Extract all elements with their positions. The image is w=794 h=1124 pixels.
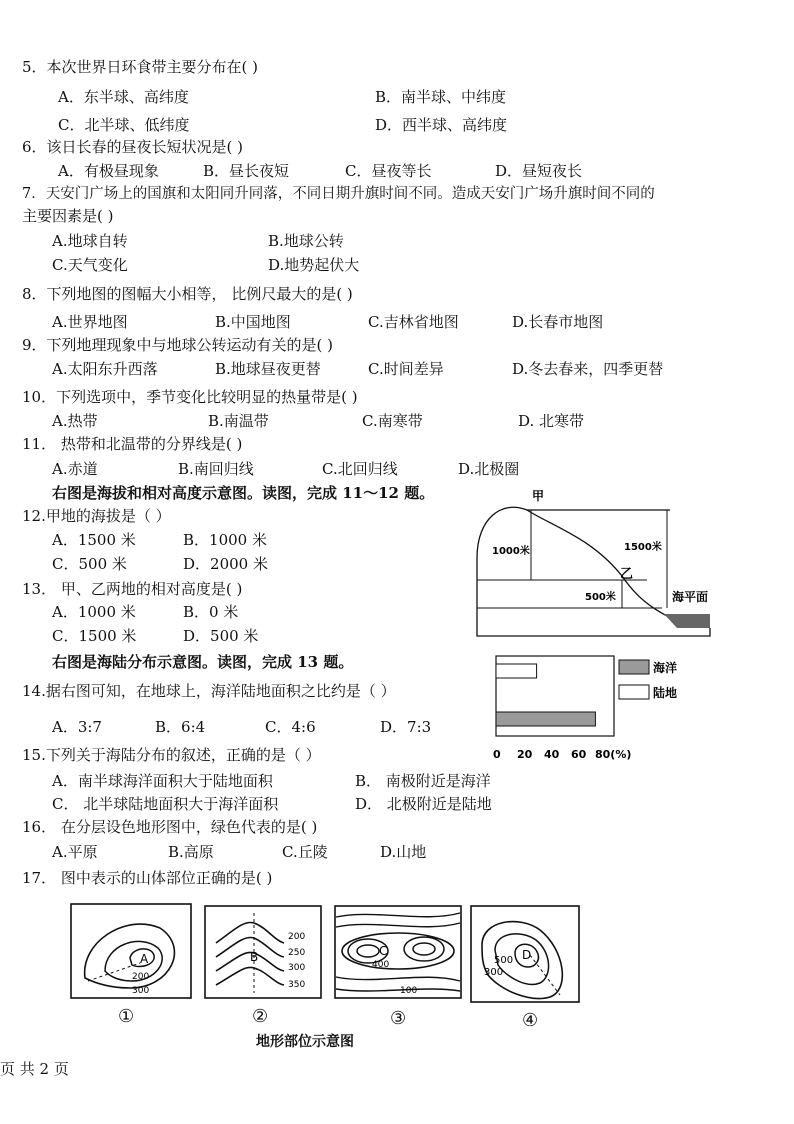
question-15-option-b: B． 南极附近是海洋 xyxy=(355,772,491,790)
question-6-option-d: D．昼短夜长 xyxy=(495,162,583,180)
tick-label-40: 40 xyxy=(544,748,560,761)
tick-label-0: 0 xyxy=(493,748,501,761)
question-16-option-c: C.丘陵 xyxy=(282,843,328,861)
question-10-stem: 10．下列选项中，季节变化比较明显的热量带是( ) xyxy=(22,388,358,406)
tick-label-20: 20 xyxy=(517,748,533,761)
question-12-stem: 12.甲地的海拔是（ ） xyxy=(22,507,171,525)
question-14-option-d: D．7:3 xyxy=(380,718,432,736)
question-8-option-b: B.中国地图 xyxy=(215,313,291,331)
question-6-stem: 6．该日长春的昼夜长短状况是( ) xyxy=(22,138,244,156)
page-footer: 页 共 2 页 xyxy=(0,1060,69,1078)
contour-panel-4 xyxy=(470,905,580,1003)
question-10-option-c: C.南寒带 xyxy=(362,412,423,430)
question-12-option-d: D．2000 米 xyxy=(183,555,268,573)
contour-label-500: 500 xyxy=(494,955,514,966)
question-9-option-c: C.时间差异 xyxy=(368,360,444,378)
point-c-label: C xyxy=(379,944,388,958)
question-16-option-d: D.山地 xyxy=(380,843,427,861)
question-8-option-a: A.世界地图 xyxy=(52,313,128,331)
contour-panel-3 xyxy=(334,905,462,999)
peak-label-jia: 甲 xyxy=(532,489,545,503)
question-8-stem: 8．下列地图的图幅大小相等， 比例尺最大的是( ) xyxy=(22,285,353,303)
question-10-option-d: D. 北寒带 xyxy=(518,412,585,430)
question-17-stem: 17． 图中表示的山体部位正确的是( ) xyxy=(22,869,273,887)
question-5-option-d: D．西半球、高纬度 xyxy=(375,116,508,134)
sea-water xyxy=(664,614,710,628)
contour-label-250: 250 xyxy=(288,948,306,958)
question-10-option-a: A.热带 xyxy=(52,412,98,430)
figure-caption: 地形部位示意图 xyxy=(256,1034,354,1050)
question-12-option-c: C．500 米 xyxy=(52,555,127,573)
question-13-stem: 13． 甲、乙两地的相对高度是( ) xyxy=(22,580,243,598)
bar-land xyxy=(496,664,537,678)
question-5-option-c: C．北半球、低纬度 xyxy=(58,116,190,134)
question-7-option-c: C.天气变化 xyxy=(52,256,128,274)
tick-label-80: 80(%) xyxy=(595,748,632,761)
question-8-option-d: D.长春市地图 xyxy=(512,313,604,331)
question-16-stem: 16． 在分层设色地形图中，绿色代表的是( ) xyxy=(22,818,318,836)
elevation-diagram xyxy=(472,488,716,638)
question-5-stem: 5．本次世界日环食带主要分布在( ) xyxy=(22,58,259,76)
question-7-stem-cont: 主要因素是( ) xyxy=(22,207,114,225)
point-a-label: A xyxy=(140,952,149,966)
question-11-option-b: B.南回归线 xyxy=(178,460,254,478)
legend-land-label: 陆地 xyxy=(653,686,678,700)
label-500m: 500米 xyxy=(585,592,616,603)
question-5-option-b: B．南半球、中纬度 xyxy=(375,88,507,106)
question-11-option-a: A.赤道 xyxy=(52,460,98,478)
question-9-option-b: B.地球昼夜更替 xyxy=(215,360,321,378)
contour-label-300: 300 xyxy=(132,986,150,996)
question-15-stem: 15.下列关于海陆分布的叙述，正确的是（ ） xyxy=(22,746,321,764)
question-8-option-c: C.吉林省地图 xyxy=(368,313,459,331)
bar-ocean xyxy=(496,712,595,726)
contour-label-400: 400 xyxy=(372,960,390,970)
question-15-option-c: C． 北半球陆地面积大于海洋面积 xyxy=(52,795,279,813)
contour-label-200: 200 xyxy=(132,972,150,982)
question-11-stem: 11． 热带和北温带的分界线是( ) xyxy=(22,435,243,453)
question-16-option-b: B.高原 xyxy=(168,843,214,861)
question-9-stem: 9．下列地理现象中与地球公转运动有关的是( ) xyxy=(22,336,334,354)
section-instruction-elevation: 右图是海拔和相对高度示意图。读图，完成 11～12 题。 xyxy=(52,484,435,502)
question-9-option-a: A.太阳东升西落 xyxy=(52,360,158,378)
point-label-yi: 乙 xyxy=(620,567,634,582)
point-b-label: B xyxy=(250,950,259,964)
question-15-option-d: D． 北极附近是陆地 xyxy=(355,795,492,813)
question-12-option-b: B．1000 米 xyxy=(183,531,267,549)
question-9-option-d: D.冬去春来，四季更替 xyxy=(512,360,664,378)
legend-land-swatch xyxy=(619,685,649,699)
question-5-option-a: A．东半球、高纬度 xyxy=(58,88,189,106)
tick-label-60: 60 xyxy=(571,748,587,761)
panel-number-1: ① xyxy=(118,1006,135,1027)
sea-land-area-chart xyxy=(485,652,695,764)
contour-label-200b: 200 xyxy=(288,932,306,942)
question-14-stem: 14.据右图可知，在地球上，海洋陆地面积之比约是（ ） xyxy=(22,682,396,700)
question-7-stem: 7．天安门广场上的国旗和太阳同升同落，不同日期升旗时间不同。造成天安门广场升旗时间不同的 xyxy=(22,186,655,202)
question-14-option-b: B．6:4 xyxy=(155,718,206,736)
section-instruction-sea-land: 右图是海陆分布示意图。读图，完成 13 题。 xyxy=(52,653,354,671)
contour-label-300b: 300 xyxy=(288,963,306,973)
question-6-option-b: B．昼长夜短 xyxy=(203,162,290,180)
question-7-option-b: B.地球公转 xyxy=(268,232,344,250)
point-d-label: D xyxy=(522,948,532,962)
sea-level-label: 海平面 xyxy=(672,590,709,604)
contour-panel-2 xyxy=(204,905,322,999)
panel-number-2: ② xyxy=(252,1006,269,1027)
question-11-option-d: D.北极圈 xyxy=(458,460,520,478)
question-14-option-a: A．3:7 xyxy=(52,718,102,736)
contour-label-100: 100 xyxy=(400,986,418,996)
question-7-option-a: A.地球自转 xyxy=(52,232,128,250)
question-13-option-a: A．1000 米 xyxy=(52,603,136,621)
question-6-option-a: A．有极昼现象 xyxy=(58,162,159,180)
question-15-option-a: A．南半球海洋面积大于陆地面积 xyxy=(52,772,273,790)
question-10-option-b: B.南温带 xyxy=(208,412,269,430)
label-1000m: 1000米 xyxy=(492,546,530,557)
terrain-profile xyxy=(477,507,667,616)
label-1500m: 1500米 xyxy=(624,542,662,553)
question-6-option-c: C．昼夜等长 xyxy=(345,162,432,180)
question-11-option-c: C.北回归线 xyxy=(322,460,398,478)
contour-label-300d: 300 xyxy=(484,967,504,978)
question-13-option-c: C．1500 米 xyxy=(52,627,137,645)
question-13-option-b: B．0 米 xyxy=(183,603,239,621)
question-16-option-a: A.平原 xyxy=(52,843,98,861)
question-13-option-d: D．500 米 xyxy=(183,627,259,645)
question-12-option-a: A．1500 米 xyxy=(52,531,136,549)
legend-ocean-label: 海洋 xyxy=(653,661,678,675)
contour-panel-1 xyxy=(70,903,192,999)
contour-label-350: 350 xyxy=(288,980,306,990)
question-14-option-c: C．4:6 xyxy=(265,718,316,736)
panel-number-3: ③ xyxy=(390,1008,407,1029)
panel-number-4: ④ xyxy=(522,1010,539,1031)
legend-ocean-swatch xyxy=(619,660,649,674)
question-7-option-d: D.地势起伏大 xyxy=(268,256,360,274)
